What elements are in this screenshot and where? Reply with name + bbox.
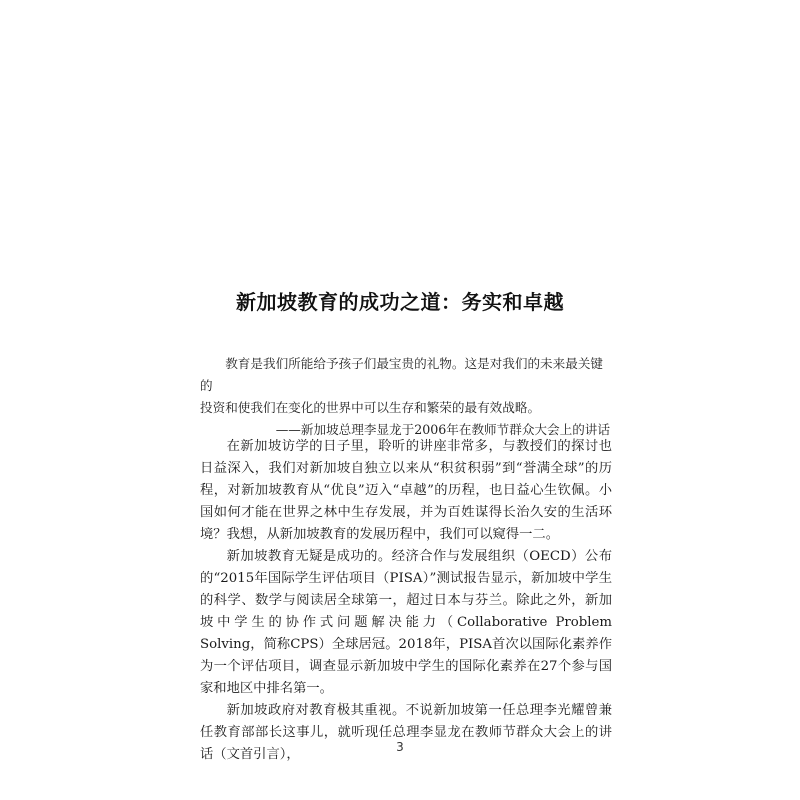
chapter-title: 新加坡教育的成功之道：务实和卓越 <box>236 290 564 314</box>
page-number: 3 <box>396 740 404 754</box>
epigraph-quote <box>200 353 610 441</box>
epigraph-source: ——新加坡总理李显龙于2006年在教师节群众大会上的讲话 <box>275 422 610 437</box>
paragraph-1: 在新加坡访学的日子里，聆听的讲座非常多，与教授们的探讨也日益深入，我们对新加坡自独立以来从“积贫积弱”到“誉满全球”的历程，对新加坡教育从“优良”迈入“卓越”的历程，也日益心生钦佩。小国如何才能在世界之林中生存发展，并为百姓谋得长治久安的生活环境？我想，从新加坡教育的发展历程中，我们可以窥得一二。 <box>200 439 612 542</box>
paragraph-2: 新加坡教育无疑是成功的。经济合作与发展组织（OECD）公布的“2015年国际学生评估项目（PISA）”测试报告显示，新加坡中学生的科学、数学与阅读居全球第一，超过日本与芬兰。除此之外，新加坡中学生的协作式问题解决能力（Collaborative Problem Solving，简称CPS）全球居冠。2018年，PISA首次以国际化素养作为一个评估项目，调查显示新加坡中学生的国际化素养在27个参与国家和地区中排名第一。 <box>200 549 612 696</box>
epigraph-line-2: 投资和使我们在变化的世界中可以生存和繁荣的最有效战略。 <box>200 400 541 415</box>
body-text <box>200 436 612 766</box>
paragraph-3: 新加坡政府对教育极其重视。不说新加坡第一任总理李光耀曾兼任教育部部长这事儿，就听现任总理李显龙在教师节群众大会上的讲话（文首引言）， <box>200 703 612 762</box>
epigraph-line-1: 教育是我们所能给予孩子们最宝贵的礼物。这是对我们的未来最关键的 <box>200 356 603 393</box>
